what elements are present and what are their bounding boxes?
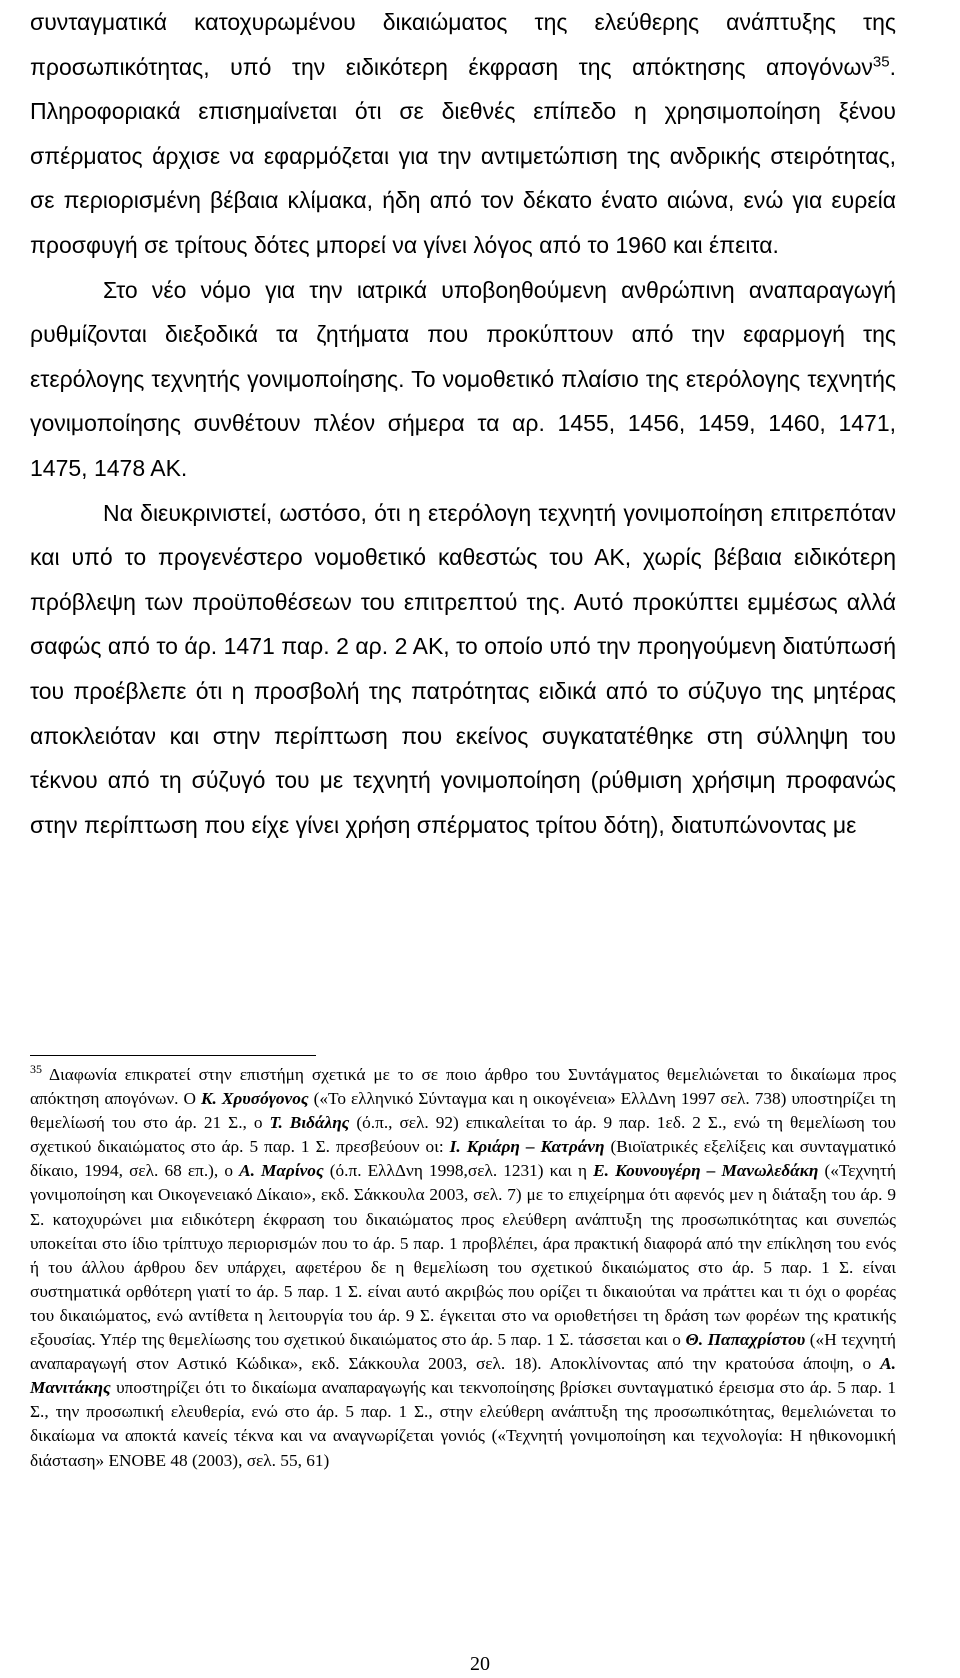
footnote-text: (Βιοϊατρικές εξελίξεις και συνταγματικό δίκαιο, 1994, σελ. 68 επ.), ο <box>30 1137 897 1181</box>
paragraph-1-text-a: συνταγματικά κατοχυρωμένου δικαιώματος της ελεύθερης ανάπτυξης της προσωπικότητας, υπό την ειδικότερη έκφραση της απόκτησης απογόνων <box>30 9 896 80</box>
author-name: Τ. Βιδάλης <box>269 1113 350 1133</box>
footnote-reference-35[interactable]: 35 <box>872 52 890 70</box>
author-name: Κ. Χρυσόγονος <box>201 1089 309 1109</box>
footnote-text: (ό.π. ΕλλΔνη 1998,σελ. 1231) και η <box>323 1161 594 1181</box>
main-text <box>30 0 896 847</box>
footnote-number: 35 <box>30 1062 42 1077</box>
footnote-text: («Η τεχνητή αναπαραγωγή στον Αστικό Κώδικα», εκδ. Σάκκουλα 2003, σελ. 18). Αποκλίνοντας από την κρατούσα άποψη, ο <box>30 1330 896 1374</box>
footnote-text: Διαφωνία επικρατεί στην επιστήμη σχετικά με το σε ποιο άρθρο του Συντάγματος θεμελιώνεται το δικαίωμα προς απόκτηση απογόνων. Ο <box>30 1065 896 1109</box>
footnote-text: υποστηρίζει ότι το δικαίωμα αναπαραγωγής και τεκνοποίησης βρίσκει συνταγματικό έρεισμα στο άρ. 5 παρ. 1 Σ., την προσωπική ελευθερία, ενώ στο άρ. 5 παρ. 1 Σ., στην ελεύθερη ανάπτυξη της προσωπικότητας, θεμελιώνεται το δικαίωμα να αποκτά κανείς τέκνα και να αναγνωρίζεται γονιός («Τεχνητή γονιμοποίηση και τεχνολογία: Η ηθικονομική διάσταση» ΕΝΟΒΕ 48 (2003), σελ. 55, 61) <box>30 1378 896 1470</box>
paragraph-2: Στο νέο νόμο για την ιατρικά υποβοηθούμενη ανθρώπινη αναπαραγωγή ρυθμίζονται διεξοδικά τα ζητήματα που προκύπτουν από την εφαρμογή της ετερόλογης τεχνητής γονιμοποίησης. Το νομοθετικό πλαίσιο της ετερόλογης τεχνητής γονιμοποίησης συνθέτουν πλέον σήμερα τα αρ. 1455, 1456, 1459, 1460, 1471, 1475, 1478 ΑΚ. <box>30 276 896 481</box>
author-name: Ε. Κουνουγέρη – Μανωλεδάκη <box>593 1161 819 1181</box>
author-name: Α. Μανιτάκης <box>30 1354 896 1398</box>
footnote-text: (ό.π., σελ. 92) επικαλείται το άρ. 9 παρ. 1εδ. 2 Σ., ενώ τη θεμελίωση του σχετικού δικαιώματος στο άρ. 5 παρ. 1 Σ. πρεσβεύουν οι: <box>30 1113 896 1157</box>
footnote-text: («Το ελληνικό Σύνταγμα και η οικογένεια» ΕλλΔνη 1997 σελ. 738) υποστηρίζει τη θεμελίωσή του στο άρ. 21 Σ., ο <box>30 1089 896 1133</box>
paragraph-1 <box>30 0 896 268</box>
author-name: Θ. Παπαχρίστου <box>685 1330 806 1350</box>
paragraph-1-text-b: . Πληροφοριακά επισημαίνεται ότι σε διεθνές επίπεδο η χρησιμοποίηση ξένου σπέρματος άρχισε να εφαρμόζεται για την αντιμετώπιση της ανδρικής στειρότητας, σε περιορισμένη βέβαια κλίμακα, ήδη από τον δέκατο ένατο αιώνα, ενώ για ευρεία προσφυγή σε τρίτους δότες μπορεί να γίνει λόγος από το 1960 και έπειτα. <box>30 53 896 258</box>
footnote-text: («Τεχνητή γονιμοποίηση και Οικογενειακό Δίκαιο», εκδ. Σάκκουλα 2003, σελ. 7) με το επιχείρημα ότι αφενός μεν η διάταξη του άρ. 9 Σ. κατοχυρώνει μια ειδικότερη έκφραση του δικαιώματος προς ελεύθερη ανάπτυξη της προσωπικότητας και συνεπώς υποκείται στο ίδιο τρίπτυχο περιορισμών που το άρ. 5 παρ. 1 προβλέπει, άρα πρακτική διαφορά από την επίκληση του ενός ή του άλλου άρθρου δεν υπάρχει, αφετέρου δε η θεμελίωση του σχετικού δικαιώματος στο άρ. 5 παρ. 1 Σ. είναι συστηματικά ορθότερη γιατί το άρ. 5 παρ. 1 Σ. είναι αυτό ακριβώς που ορίζει τι δικαιούται να πράττει και τι όχι ο φορέας του δικαιώματος, ενώ αντίθετα η λειτουργία του άρ. 9 Σ. έγκειται στο να οριοθετήσει τη δράση των φορέων της κρατικής εξουσίας. Υπέρ της θεμελίωσης του σχετικού δικαιώματος στο άρ. 5 παρ. 1 Σ. τάσσεται και ο <box>30 1161 897 1350</box>
author-name: Α. Μαρίνος <box>239 1161 324 1181</box>
author-name: Ι. Κριάρη – Κατράνη <box>449 1137 605 1157</box>
footnote-separator <box>30 1055 316 1056</box>
page-number: 20 <box>470 1653 490 1675</box>
paragraph-3: Να διευκρινιστεί, ωστόσο, ότι η ετερόλογη τεχνητή γονιμοποίηση επιτρεπόταν και υπό το προγενέστερο νομοθετικό καθεστώς του ΑΚ, χωρίς βέβαια ειδικότερη πρόβλεψη των προϋποθέσεων του επιτρεπτού της. Αυτό προκύπτει εμμέσως αλλά σαφώς από το άρ. 1471 παρ. 2 αρ. 2 ΑΚ, το οποίο υπό την προηγούμενη διατύπωσή του προέβλεπε ότι η προσβολή της πατρότητας ειδικά από το σύζυγο της μητέρας αποκλειόταν και στην περίπτωση που εκείνος συγκατατέθηκε στη σύλληψη του τέκνου από τη σύζυγό του με τεχνητή γονιμοποίηση (ρύθμιση χρήσιμη προφανώς στην περίπτωση που είχε γίνει χρήση σπέρματος τρίτου δότη), διατυπώνοντας με <box>30 499 896 838</box>
footnote-35 <box>30 1063 896 1473</box>
